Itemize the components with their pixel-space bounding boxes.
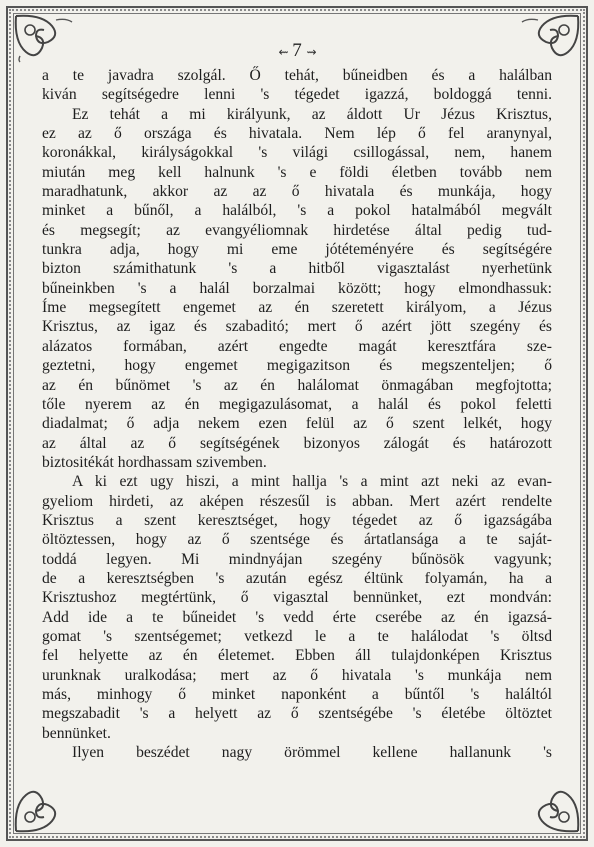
text-line: fel helyette az én életemet. Ebben áll tulajdonképen Krisztus <box>42 647 552 665</box>
text-line: urunknak uralkodása; mert az ő hivatala 's munkája nem <box>42 666 552 684</box>
page-number: 7 <box>292 40 302 61</box>
text-line: gomat 's szentségemet; vetkezd le a te halálodat 's öltsd <box>42 627 552 645</box>
text-line: miután meg kell halnunk 's e földi életben tovább nem <box>42 163 552 181</box>
text-line: biztositékát hordhassam szivemben. <box>42 453 267 471</box>
text-line: koronákkal, királyságokkal 's világi csillogással, nem, hanem <box>42 144 552 162</box>
header-ornament-right: ⇝ <box>306 45 316 59</box>
text-line: kiván segítségedre lenni 's tégedet igazzá, boldoggá tenni. <box>42 86 552 104</box>
text-line: öltöztessen, hogy az ő szentsége és ártatlansága a te saját- <box>42 531 552 549</box>
text-line: minket a bűnől, a halálból, 's a pokol hatalmából megvált <box>42 202 552 220</box>
text-line: gyeliom hirdeti, az aképen részesűl is abban. Mert azért rendelte <box>42 492 552 510</box>
text-line: Krisztus a szent keresztséget, hogy tégedet az ő igazságába <box>42 511 552 529</box>
corner-ornament-bottom-left <box>12 783 76 835</box>
text-line: bűneinkben 's a halál borzalmai között; hogy elmondhassuk: <box>42 279 552 297</box>
text-line: az én bűnömet 's az én halálomat önmagában megfojtotta; <box>42 376 552 394</box>
text-line: Ilyen beszédet nagy örömmel kellene hallanunk 's <box>72 744 552 762</box>
page-header <box>0 40 594 62</box>
text-line: toddá legyen. Mi mindnyájan szegény bűnösök vagyunk; <box>42 550 552 568</box>
text-line: Krisztus, az igaz és szabaditó; mert ő azért jött szegény és <box>42 318 552 336</box>
text-line: A ki ezt ugy hiszi, a mint hallja 's a mint azt neki az evan- <box>72 473 552 491</box>
text-line: megszabadit 's a helyett az ő szentségébe 's életébe öltöztet <box>42 705 552 723</box>
text-line: de a keresztségben 's azután egész éltünk folyamán, ha a <box>42 569 552 587</box>
text-line: bennünket. <box>42 724 111 742</box>
text-line: Íme megsegített engemet az én szeretett királyom, a Jézus <box>42 299 552 317</box>
text-line: ez az ő országa és hivatala. Nem lép ő fel aranynyal, <box>42 125 552 143</box>
header-ornament-left: ⇜ <box>278 45 288 59</box>
text-line: Krisztushoz megtértünk, ő vigasztal bennünket, ezt mondván: <box>42 589 552 607</box>
text-line: Ez tehát a mi királyunk, az áldott Ur Jézus Krisztus, <box>72 105 552 123</box>
text-line: geztetni, hogy engemet megigazitson és megszenteljen; ő <box>42 357 552 375</box>
text-line: és megsegít; az evangyéliomnak hirdetése által pedig tud- <box>42 221 552 239</box>
text-line: maradhatunk, akkor az az ő hivatala és munkája, hogy <box>42 183 552 201</box>
text-line: diadalmat; ő adja nekem ezen felül az ő szent lelkét, hogy <box>42 415 552 433</box>
text-line: Add ide a te bűneidet 's vedd érte cserébe az én igazsá- <box>42 608 552 626</box>
text-line: az által az ő segítségének bizonyos zálogát és határozott <box>42 434 552 452</box>
text-line: más, minhogy ő minket naponként a bűntől 's haláltól <box>42 686 552 703</box>
corner-ornament-bottom-right <box>518 783 582 835</box>
text-line: tunkra adja, hogy mi eme jótéteményére és segítségére <box>42 241 552 259</box>
body-text <box>42 66 552 762</box>
text-line: tőle nyerem az én megigazulásomat, a halál és pokol feletti <box>42 395 552 413</box>
text-line: bizton számithatunk 's a hitből vigasztalást nyerhetünk <box>42 260 552 278</box>
text-line: alázatos formában, azért engedte magát keresztfára sze- <box>42 337 552 355</box>
text-line: a te javadra szolgál. Ő tehát, bűneidben és a halálban <box>42 67 552 84</box>
